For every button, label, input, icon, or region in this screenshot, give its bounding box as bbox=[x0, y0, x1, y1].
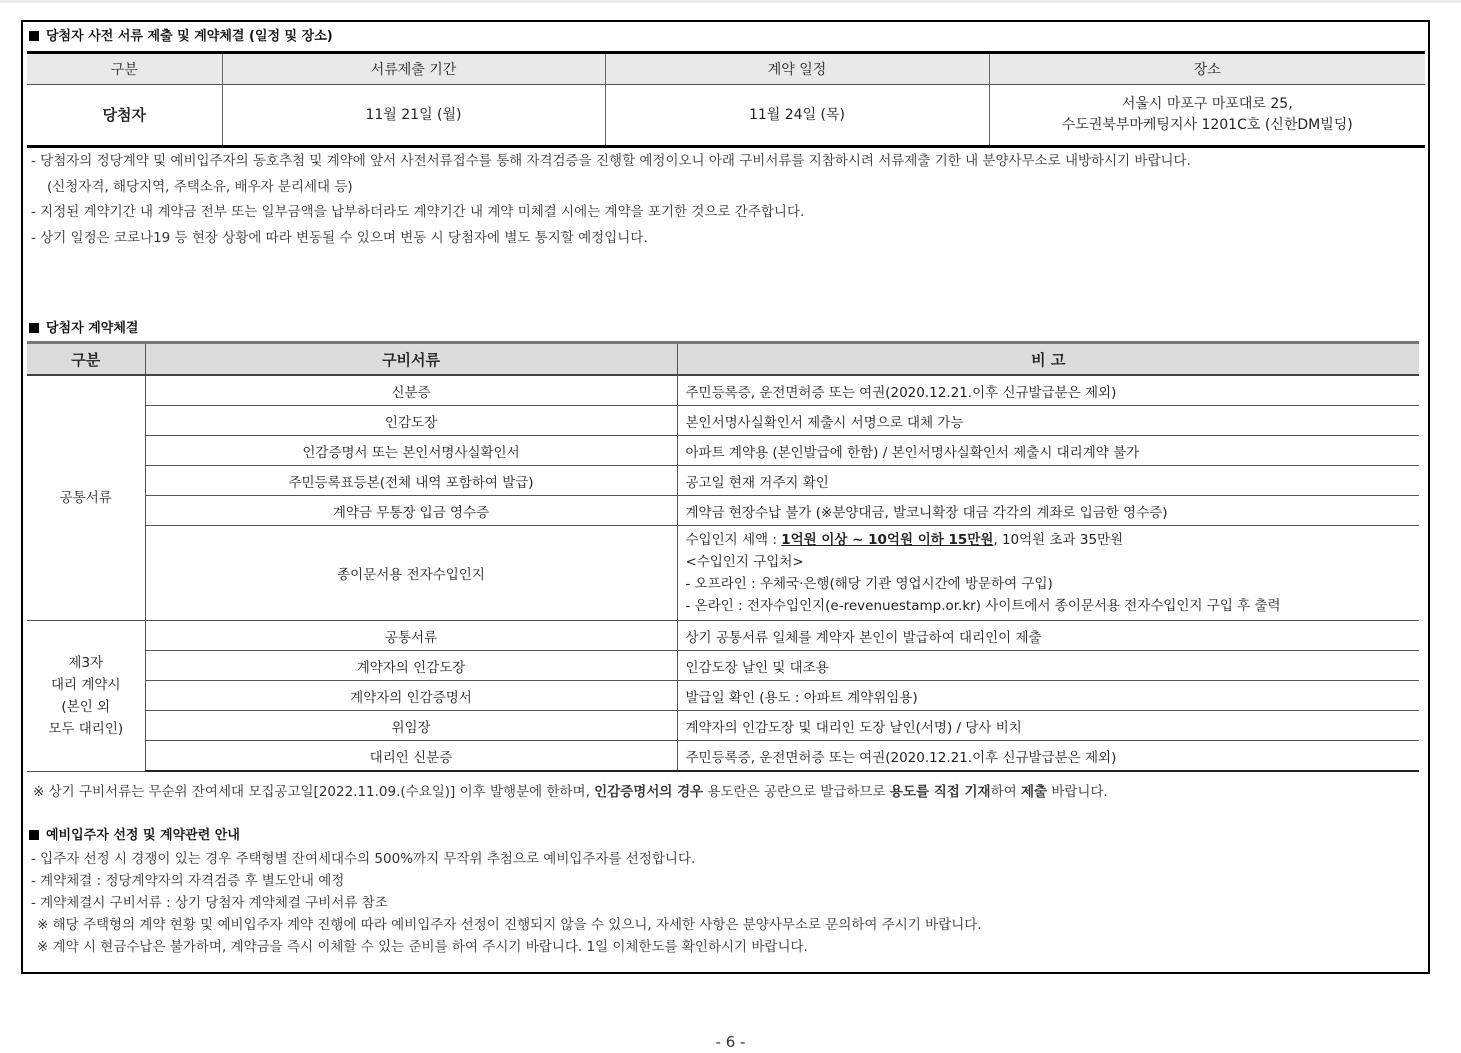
note-line: - 계약체결 : 정당계약자의 자격검증 후 별도안내 예정 bbox=[31, 873, 345, 889]
table-row bbox=[27, 681, 1419, 711]
place-value: 서울시 마포구 마포대로 25, 수도권북부마케팅지사 1201C호 (신한DM빌딩) bbox=[989, 85, 1425, 147]
documents-footnote: ※ 상기 구비서류는 무순위 잔여세대 모집공고일[2022.11.09.(수요일)] 이후 발행분에 한하며, 인감증명서의 경우 용도란은 공란으로 발급하므로 용도를 직접 기재하여 제출 바랍니다. bbox=[33, 784, 1108, 800]
table-row bbox=[27, 85, 1425, 147]
document-name: 대리인 신분증 bbox=[145, 741, 677, 772]
document-remark: 인감도장 날인 및 대조용 bbox=[677, 651, 1419, 681]
note-line: - 입주자 선정 시 경쟁이 있는 경우 주택형별 잔여세대수의 500%까지 무작위 추첨으로 예비입주자를 선정합니다. bbox=[31, 851, 696, 867]
table-header-row bbox=[27, 343, 1419, 376]
revenue-stamp-remark: 수입인지 세액 : 1억원 이상 ~ 10억원 이하 15만원, 10억원 초과 35만원 <수입인지 구입처> - 오프라인 : 우체국·은행(해당 기관 영업시간에 방문하여 구입) - 온라인 : 전자수입인지(e-revenuestamp.or.kr) 사이트에서 종이문서용 전자수입인지 구입 후 출력 bbox=[677, 526, 1419, 621]
document-name: 계약금 무통장 입금 영수증 bbox=[145, 496, 677, 526]
document-remark: 주민등록증, 운전면허증 또는 여권(2020.12.21.이후 신규발급분은 제외) bbox=[677, 741, 1419, 772]
document-remark: 본인서명사실확인서 제출시 서명으로 대체 가능 bbox=[677, 406, 1419, 436]
document-remark: 주민등록증, 운전면허증 또는 여권(2020.12.21.이후 신규발급분은 제외) bbox=[677, 375, 1419, 406]
table-row bbox=[27, 741, 1419, 772]
top-border-line bbox=[0, 0, 1461, 3]
document-name: 종이문서용 전자수입인지 bbox=[145, 526, 677, 621]
required-documents-table bbox=[27, 341, 1419, 772]
header-doc-period: 서류제출 기간 bbox=[222, 53, 605, 85]
document-name: 계약자의 인감증명서 bbox=[145, 681, 677, 711]
group-common-documents: 공통서류 bbox=[27, 375, 145, 621]
note-line: ※ 계약 시 현금수납은 불가하며, 계약금을 즉시 이체할 수 있는 준비를 하여 주시기 바랍니다. 1일 이체한도를 확인하시기 바랍니다. bbox=[37, 939, 808, 955]
section-title-schedule: 당첨자 사전 서류 제출 및 계약체결 (일정 및 장소) bbox=[29, 25, 333, 44]
row-category: 당첨자 bbox=[27, 85, 222, 147]
section-title-contract: 당첨자 계약체결 bbox=[29, 317, 138, 336]
document-name: 인감증명서 또는 본인서명사실확인서 bbox=[145, 436, 677, 466]
header-place: 장소 bbox=[989, 53, 1425, 85]
header-category: 구분 bbox=[27, 53, 222, 85]
section-title-waitlist: 예비입주자 선정 및 계약관련 안내 bbox=[29, 824, 240, 843]
document-remark: 발급일 확인 (용도 : 아파트 계약위임용) bbox=[677, 681, 1419, 711]
table-header-row bbox=[27, 53, 1425, 85]
square-bullet-icon bbox=[29, 31, 39, 41]
note-line: - 상기 일정은 코로나19 등 현장 상황에 따라 변동될 수 있으며 변동 시 당첨자에 별도 통지할 예정입니다. bbox=[31, 230, 648, 246]
contract-date-value: 11월 24일 (목) bbox=[605, 85, 989, 147]
header-remarks: 비 고 bbox=[677, 343, 1419, 376]
document-name: 주민등록표등본(전체 내역 포함하여 발급) bbox=[145, 466, 677, 496]
header-documents: 구비서류 bbox=[145, 343, 677, 376]
note-line: ※ 해당 주택형의 계약 현황 및 예비입주자 계약 진행에 따라 예비입주자 선정이 진행되지 않을 수 있으니, 자세한 사항은 분양사무소로 문의하여 주시기 바랍니다. bbox=[37, 917, 982, 933]
document-name: 인감도장 bbox=[145, 406, 677, 436]
note-line: - 당첨자의 정당계약 및 예비입주자의 동호추첨 및 계약에 앞서 사전서류접수를 통해 자격검증을 진행할 예정이오니 아래 구비서류를 지참하시려 서류제출 기한 내 분양사무소로 내방하시기 바랍니다. bbox=[31, 153, 1191, 169]
page-number: - 6 - bbox=[715, 1033, 746, 1051]
document-name: 계약자의 인감도장 bbox=[145, 651, 677, 681]
document-remark: 아파트 계약용 (본인발급에 한함) / 본인서명사실확인서 제출시 대리계약 불가 bbox=[677, 436, 1419, 466]
square-bullet-icon bbox=[29, 830, 39, 840]
table-row bbox=[27, 526, 1419, 621]
table-row bbox=[27, 375, 1419, 406]
document-remark: 계약금 현장수납 불가 (※분양대금, 발코니확장 대금 각각의 계좌로 입금한 영수증) bbox=[677, 496, 1419, 526]
table-row bbox=[27, 466, 1419, 496]
note-line: - 지정된 계약기간 내 계약금 전부 또는 일부금액을 납부하더라도 계약기간 내 계약 미체결 시에는 계약을 포기한 것으로 간주합니다. bbox=[31, 204, 805, 220]
document-name: 신분증 bbox=[145, 375, 677, 406]
note-line: (신청자격, 해당지역, 주택소유, 배우자 분리세대 등) bbox=[47, 179, 353, 195]
table-row bbox=[27, 711, 1419, 741]
note-line: - 계약체결시 구비서류 : 상기 당첨자 계약체결 구비서류 참조 bbox=[31, 895, 388, 911]
doc-period-value: 11월 21일 (월) bbox=[222, 85, 605, 147]
table-row bbox=[27, 651, 1419, 681]
header-contract-date: 계약 일정 bbox=[605, 53, 989, 85]
table-row bbox=[27, 436, 1419, 466]
document-remark: 계약자의 인감도장 및 대리인 도장 날인(서명) / 당사 비치 bbox=[677, 711, 1419, 741]
square-bullet-icon bbox=[29, 323, 39, 333]
table-row bbox=[27, 496, 1419, 526]
group-proxy-contract: 제3자 대리 계약시 (본인 외 모두 대리인) bbox=[27, 621, 145, 772]
document-frame bbox=[21, 20, 1430, 974]
document-remark: 상기 공통서류 일체를 계약자 본인이 발급하여 대리인이 제출 bbox=[677, 621, 1419, 651]
document-name: 위임장 bbox=[145, 711, 677, 741]
table-row bbox=[27, 406, 1419, 436]
document-name: 공통서류 bbox=[145, 621, 677, 651]
table-row bbox=[27, 621, 1419, 651]
schedule-table bbox=[27, 51, 1425, 148]
header-category: 구분 bbox=[27, 343, 145, 376]
document-remark: 공고일 현재 거주지 확인 bbox=[677, 466, 1419, 496]
